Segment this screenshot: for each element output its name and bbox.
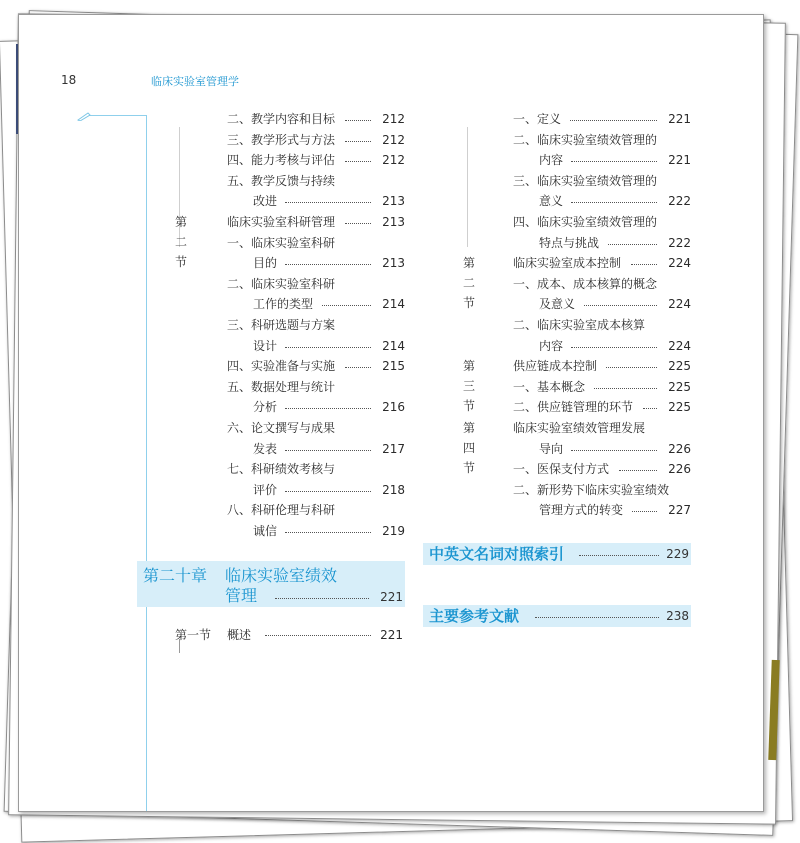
entry-title: 六、论文撰写与成果 [227,421,336,435]
entry-title-continued: 设计 [253,338,278,353]
entry-page: 226 [668,441,691,456]
entry-page: 221 [380,628,403,642]
leader-dots [275,598,369,599]
leader-dots [322,305,371,306]
index-page-2: 238 [666,609,689,623]
index-page-1: 229 [666,547,689,561]
leader-dots [631,264,657,265]
entry-page: 212 [382,132,405,147]
entry-title: 二、临床实验室科研 [227,276,336,291]
leader-dots [571,202,657,203]
entry-title: 四、临床实验室绩效管理的 [513,215,658,229]
entry-page: 224 [668,338,691,353]
entry-page: 227 [668,503,691,518]
entry-title: 二、教学内容和目标 [227,112,336,126]
entry-page: 225 [668,400,691,415]
margin-rule-horizontal [89,115,147,116]
entry-title: 三、临床实验室绩效管理的 [513,173,658,188]
chapter-page: 221 [380,590,403,604]
entry-page: 224 [668,256,691,271]
running-title: 临床实验室管理学 [151,75,239,88]
toc-page [18,14,764,812]
page-number: 18 [61,73,77,87]
entry-page: 221 [668,153,691,168]
section-label: 第四节 [463,421,476,475]
entry-title: 一、医保支付方式 [513,462,610,477]
entry-title-continued: 改进 [253,194,278,209]
entry-title-continued: 发表 [253,441,278,456]
entry-title: 临床实验室科研管理 [227,215,336,229]
leader-dots [345,223,371,224]
entry-title-continued: 意义 [539,194,564,209]
entry-title: 概述 [227,628,252,642]
chapter-title-line2[interactable]: 管理 [225,586,258,605]
entry-page: 215 [382,359,405,374]
leader-dots [570,120,657,121]
entry-title: 临床实验室成本控制 [513,256,622,271]
leader-dots [265,635,371,636]
chapter-title-line1[interactable]: 临床实验室绩效 [225,566,338,585]
entry-title: 五、数据处理与统计 [227,379,336,394]
entry-page: 212 [382,153,405,168]
section-label: 第二节 [175,215,188,269]
section-label: 第一节 [175,628,212,642]
entry-page: 214 [382,338,405,353]
section-label: 第二节 [463,256,476,311]
entry-page: 213 [382,215,405,229]
entry-title: 三、教学形式与方法 [227,132,336,147]
index-title-2[interactable]: 主要参考文献 [429,607,520,625]
entry-page: 224 [668,297,691,312]
pencil-icon [77,111,91,121]
entry-title: 三、科研选题与方案 [227,318,336,332]
leader-dots [571,450,657,451]
leader-dots [606,367,657,368]
entry-title-continued: 内容 [539,153,564,168]
entry-page: 225 [668,379,691,394]
leader-dots [285,347,371,348]
entry-title-continued: 评价 [253,482,278,497]
leader-dots [571,347,657,348]
entry-title: 一、临床实验室科研 [227,235,336,250]
leader-dots [285,491,371,492]
entry-title-continued: 及意义 [539,297,576,312]
entry-title: 二、供应链管理的环节 [513,400,634,415]
leader-dots [584,305,657,306]
entry-page: 219 [382,524,405,538]
leader-dots [285,264,371,265]
entry-title: 一、成本、成本核算的概念 [513,276,658,291]
leader-dots [345,367,371,368]
leader-dots [579,555,659,556]
leader-dots [285,532,371,533]
entry-title-continued: 分析 [253,400,278,415]
leader-dots [345,141,371,142]
leader-dots [608,244,657,245]
section-label: 第三节 [463,359,476,414]
leader-dots [571,161,657,162]
leader-dots [594,388,657,389]
entry-title: 八、科研伦理与科研 [227,503,336,518]
entry-title-continued: 工作的类型 [253,297,314,312]
toc-entry[interactable] [175,625,405,645]
entry-page: 222 [668,194,691,209]
leader-dots [619,470,657,471]
entry-title-continued: 诚信 [253,524,278,538]
entry-title-continued: 目的 [253,256,278,271]
leader-dots [643,408,657,409]
entry-title: 二、临床实验室绩效管理的 [513,132,658,147]
entry-title: 五、教学反馈与持续 [227,173,336,188]
margin-rule-vertical [146,115,147,812]
entry-title: 临床实验室绩效管理发展 [513,421,646,435]
entry-page: 216 [382,400,405,415]
entry-page: 214 [382,297,405,312]
entry-title: 四、能力考核与评估 [227,153,336,168]
entry-page: 226 [668,462,691,477]
entry-title-continued: 导向 [539,441,564,456]
entry-title: 一、基本概念 [513,379,586,394]
index-title-1[interactable]: 中英文名词对照索引 [429,545,565,563]
entry-page: 212 [382,112,405,126]
entry-page: 225 [668,359,691,374]
entry-title-continued: 管理方式的转变 [539,503,624,518]
leader-dots [285,408,371,409]
entry-title-continued: 特点与挑战 [539,235,600,250]
entry-title: 二、临床实验室成本核算 [513,318,646,332]
entry-title: 供应链成本控制 [513,359,598,374]
entry-page: 217 [382,441,405,456]
leader-dots [535,617,659,618]
entry-title: 二、新形势下临床实验室绩效 [513,482,670,497]
leader-dots [285,450,371,451]
leader-dots [285,202,371,203]
entry-page: 221 [668,112,691,126]
leader-dots [345,161,371,162]
entry-title-continued: 内容 [539,338,564,353]
leader-dots [632,511,657,512]
entry-title: 四、实验准备与实施 [227,359,336,374]
entry-title: 七、科研绩效考核与 [227,462,336,477]
entry-page: 222 [668,235,691,250]
entry-page: 213 [382,194,405,209]
entry-title: 一、定义 [513,112,562,126]
chapter-label[interactable]: 第二十章 [143,566,208,585]
column-rule-right [467,127,468,247]
entry-page: 218 [382,482,405,497]
leader-dots [345,120,371,121]
entry-page: 213 [382,256,405,271]
